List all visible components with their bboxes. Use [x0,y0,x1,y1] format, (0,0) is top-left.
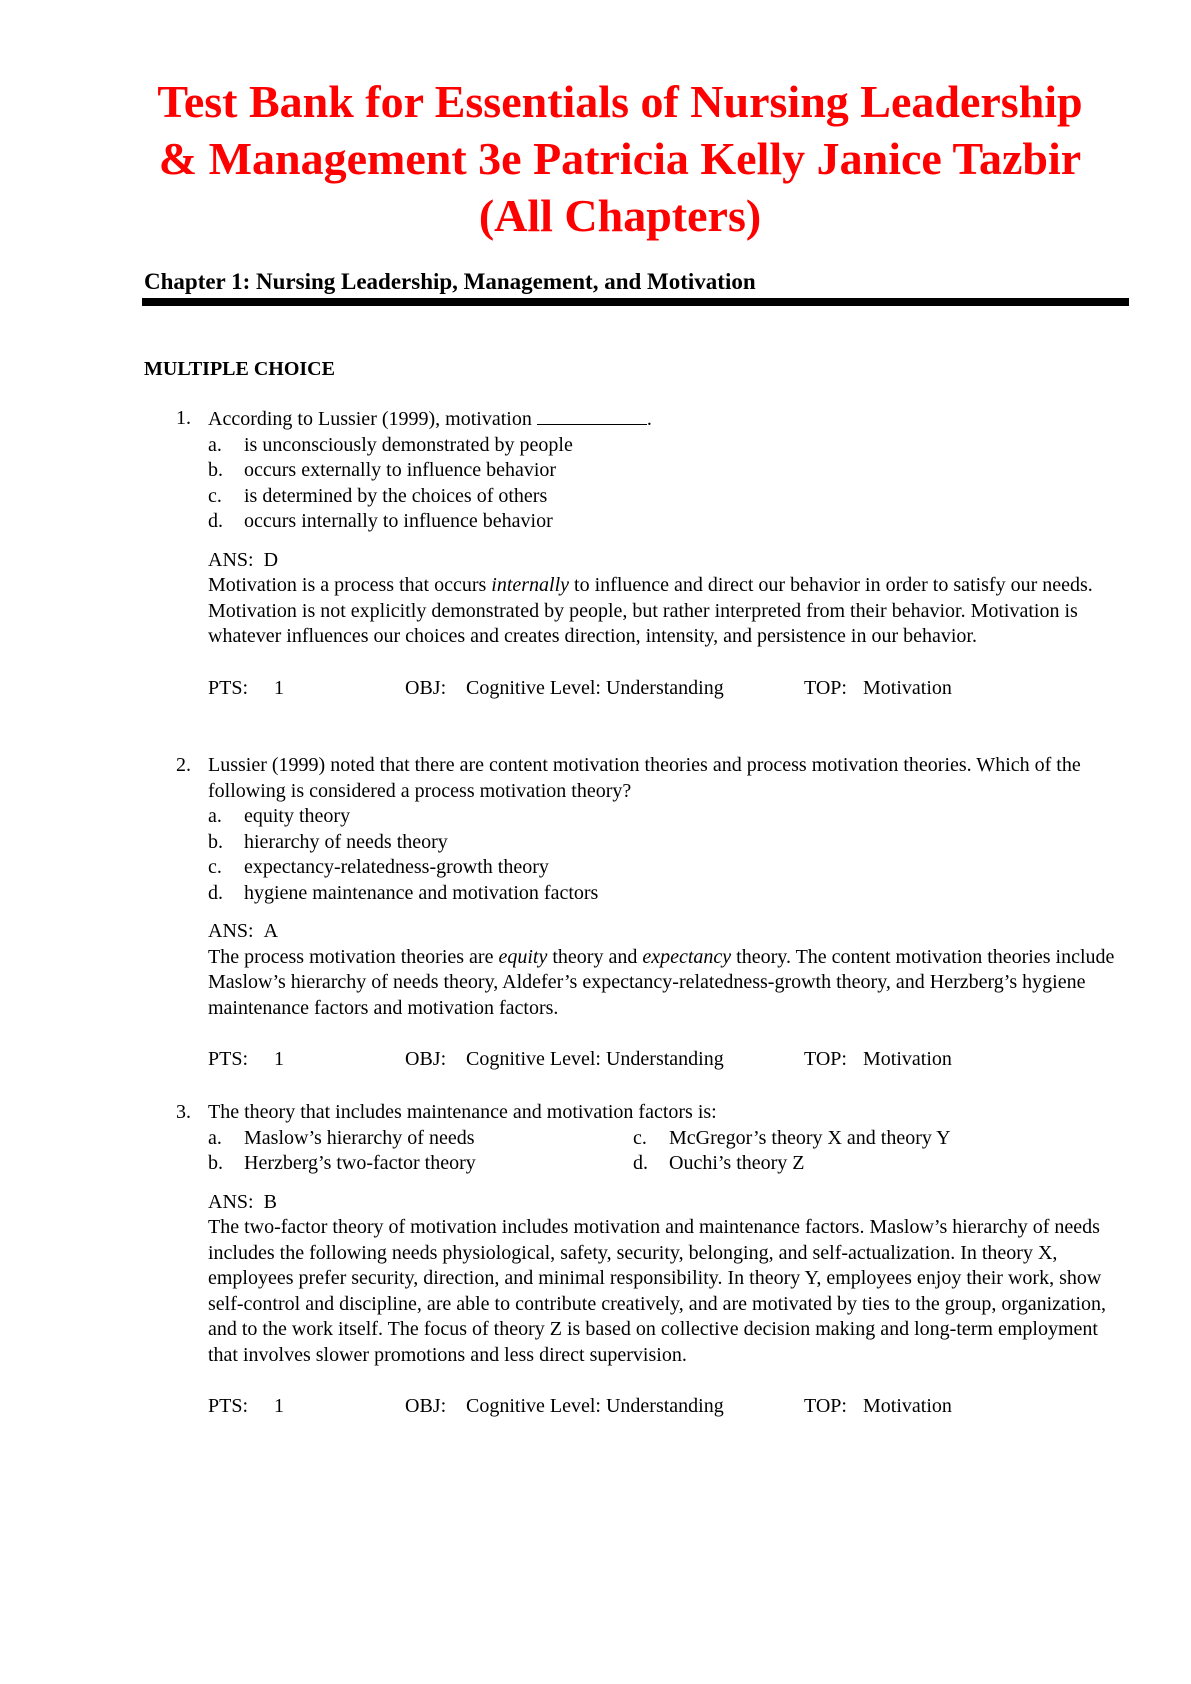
obj-value: Cognitive Level: Understanding [466,676,724,699]
question-3 [176,1100,1128,1419]
answer-blank [537,406,647,425]
question-number: 1. [176,407,191,429]
answer-value: D [263,548,279,571]
top-label: TOP: [804,1395,847,1417]
option-d: d. Ouchi’s theory Z [633,1152,805,1174]
option-c: c. expectancy-relatedness-growth theory [208,856,549,878]
question-meta [208,676,1128,701]
title-line-2: & Management 3e Patricia Kelly Janice Tazbir [158,133,1082,184]
option-d: d. hygiene maintenance and motivation factors [208,881,599,904]
obj-label: OBJ: [405,676,447,699]
pts-value: 1 [274,676,284,699]
pts-label: PTS: [208,676,249,699]
rationale: The two-factor theory of motivation includes motivation and maintenance factors. Maslow’s hierarchy of needs includes the following needs physiological, safety, security, belonging, and self-actualization. In theory X, employees prefer security, direction, and minimal responsibility. In theory Y, employees enjoy their work, show self-control and discipline, are able to contribute creatively, and are motivated by ties to the group, organization, and to the work itself. The focus of theory Z is based on collective decision making and long-term employment that involves slower promotions and less direct supervision. [208,1216,1107,1366]
top-value: Motivation [863,1048,952,1070]
question-meta [208,1394,1128,1419]
option-c: c. is determined by the choices of others [208,484,548,507]
question-stem: The theory that includes maintenance and motivation factors is: [208,1101,717,1123]
obj-value: Cognitive Level: Understanding [466,1395,724,1417]
answer-value: A [263,920,279,942]
answer-line: ANS: D [208,548,279,571]
option-a: a. Maslow’s hierarchy of needs [208,1126,475,1149]
chapter-heading: Chapter 1: Nursing Leadership, Management, and Motivation [144,269,756,294]
answer-value: B [263,1190,277,1213]
pts-label: PTS: [208,1395,249,1417]
chapter-divider [142,298,1129,306]
pts-value: 1 [274,1048,284,1070]
question-number: 3. [176,1101,191,1123]
option-d: d. occurs internally to influence behavior [208,510,553,532]
options-list [208,433,1128,535]
option-a: a. equity theory [208,805,351,827]
title-line-1: Test Bank for Essentials of Nursing Leadership [157,76,1083,127]
question-meta [208,1047,1128,1072]
pts-label: PTS: [208,1048,249,1070]
top-label: TOP: [804,1048,847,1070]
title-line-3: (All Chapters) [478,190,762,241]
pts-value: 1 [274,1395,284,1417]
question-1 [176,406,1128,701]
question-number: 2. [176,754,191,776]
answer-line: ANS: A [208,920,279,942]
rationale: The process motivation theories are equity theory and expectancy theory. The content motivation theories include Maslow’s hierarchy of needs theory, Aldefer’s expectancy-relatedness-growth theory, and Herzberg’s hygiene maintenance factors and motivation factors. [208,945,1115,1019]
top-label: TOP: [804,676,847,699]
obj-value: Cognitive Level: Understanding [466,1048,724,1070]
obj-label: OBJ: [405,1395,447,1417]
option-b: b. hierarchy of needs theory [208,830,448,853]
top-value: Motivation [863,676,952,699]
rationale: Motivation is a process that occurs internally to influence and direct our behavior in order to satisfy our needs. Motivation is not explicitly demonstrated by people, but rather interpreted from their behavior. Motivation is whatever influences our choices and creates direction, intensity, and persistence in our behavior. [208,574,1093,647]
options-grid [208,1126,1128,1177]
option-c: c. McGregor’s theory X and theory Y [633,1126,951,1149]
section-heading: MULTIPLE CHOICE [144,358,335,380]
question-stem: According to Lussier (1999), motivation . [208,408,652,430]
option-b: b. occurs externally to influence behavior [208,459,557,481]
document-title [110,73,1130,244]
obj-label: OBJ: [405,1048,447,1070]
question-stem: Lussier (1999) noted that there are content motivation theories and process motivation theories. Which of the following is considered a process motivation theory? [208,754,1081,802]
options-list [208,804,1128,906]
option-b: b. Herzberg’s two-factor theory [208,1152,476,1174]
option-a: a. is unconsciously demonstrated by people [208,433,573,456]
top-value: Motivation [863,1395,952,1417]
answer-line: ANS: B [208,1190,277,1213]
question-2 [176,753,1128,1072]
